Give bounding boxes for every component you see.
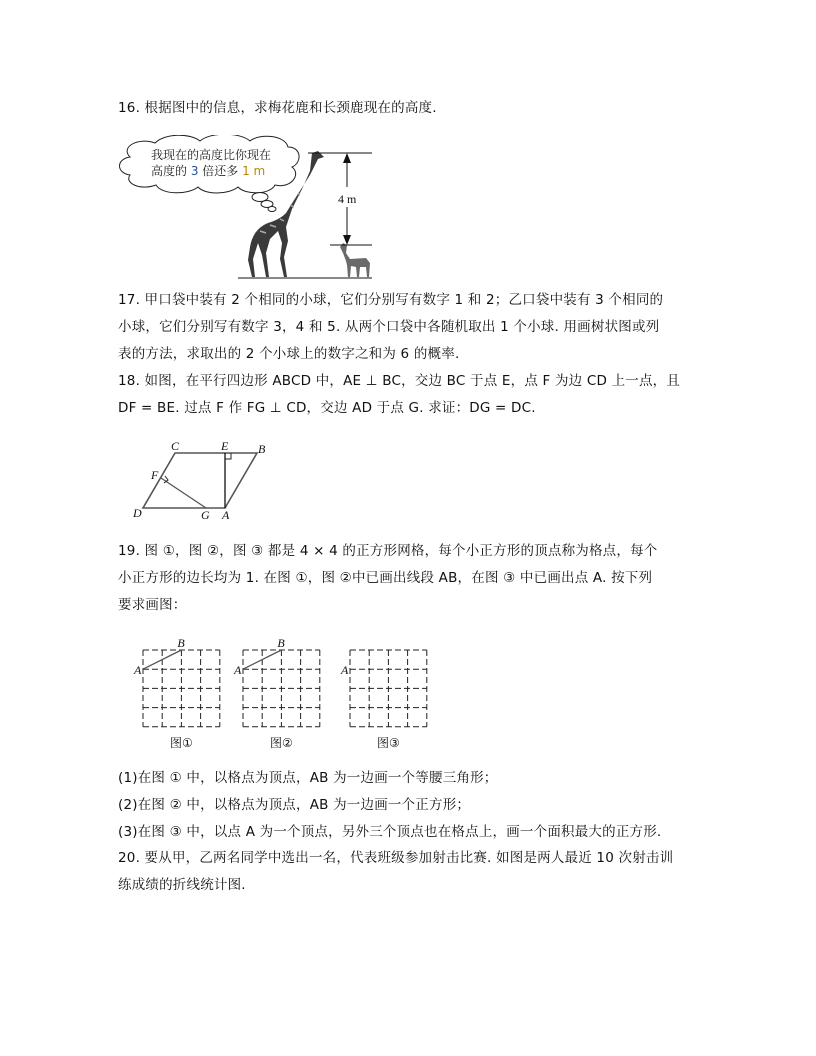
part-1-text: (1)在图 ① 中，以格点为顶点，AB 为一边画一个等腰三角形； [118,770,498,786]
bubble-text-a: 高度的 [151,164,191,178]
label-a: A [234,663,242,678]
question-20-line-2: 练成绩的折线统计图. [118,877,246,893]
label-b: B [277,636,285,650]
deer-image [340,243,370,277]
height-label: 4 m [338,192,357,206]
bubble-number-1m: 1 m [242,164,266,178]
question-18-line-2: DF = BE. 过点 F 作 FG ⊥ CD，交边 AD 于点 G. 求证：DG = DC. [118,400,536,416]
question-17-line-1: 17. 甲口袋中装有 2 个相同的小球，它们分别写有数字 1 和 2；乙口袋中装有 3 个相同的 [118,292,664,308]
label-g: G [201,508,210,522]
bubble-text-b: 倍还多 [198,164,243,178]
bubble-line-2 [151,163,265,178]
grid-figures [125,630,445,755]
question-16-figure [110,135,400,285]
grid-caption: 图③ [377,735,400,750]
grid-caption: 图② [270,735,293,750]
grid-caption: 图① [170,735,193,750]
label-a: A [222,508,230,522]
grid-1 [133,636,220,750]
label-c: C [171,439,180,453]
parallelogram-abcd [143,453,257,508]
bubble-line-1: 我现在的高度比你现在 [151,148,272,162]
label-e: E [221,439,229,453]
part-2-text: (2)在图 ② 中，以格点为顶点，AB 为一边画一个正方形； [118,797,471,813]
part-3-text: (3)在图 ③ 中，以点 A 为一个顶点，另外三个顶点也在格点上，画一个面积最大的正方形. [118,824,662,840]
arrow-up-head [343,153,351,163]
thought-bubble [120,135,300,212]
right-angle-e [225,453,231,459]
bubble-number-3: 3 [190,164,199,178]
parallelogram-figure [125,438,275,523]
label-f: F [151,468,159,482]
label-b: B [177,636,185,650]
arrow-down-head [343,235,351,245]
question-19-line-2: 小正方形的边长均为 1. 在图 ①，图 ②中已画出线段 AB，在图 ③ 中已画出点 A. 按下列 [118,570,653,586]
question-19-line-3: 要求画图： [118,597,187,613]
question-17-line-3: 表的方法，求取出的 2 个小球上的数字之和为 6 的概率. [118,346,460,362]
label-a: A [341,663,349,678]
label-b: B [258,442,266,456]
question-17-line-2: 小球，它们分别写有数字 3，4 和 5. 从两个口袋中各随机取出 1 个小球. 用画树状图或列 [118,319,660,335]
grid-2 [233,636,320,750]
label-a: A [134,663,142,678]
question-20-line-1: 20. 要从甲，乙两名同学中选出一名，代表班级参加射击比赛. 如图是两人最近 10 次射击训 [118,850,674,866]
question-19-line-1: 19. 图 ①，图 ②，图 ③ 都是 4 × 4 的正方形网格，每个小正方形的顶点称为格点，每个 [118,543,658,559]
question-18-line-1: 18. 如图，在平行四边形 ABCD 中，AE ⊥ BC，交边 BC 于点 E，点 F 为边 CD 上一点，且 [118,373,681,389]
question-16-text: 16. 根据图中的信息，求梅花鹿和长颈鹿现在的高度. [118,100,437,116]
label-d: D [133,506,142,520]
segment-fg [161,478,206,508]
grid-3 [340,650,427,750]
